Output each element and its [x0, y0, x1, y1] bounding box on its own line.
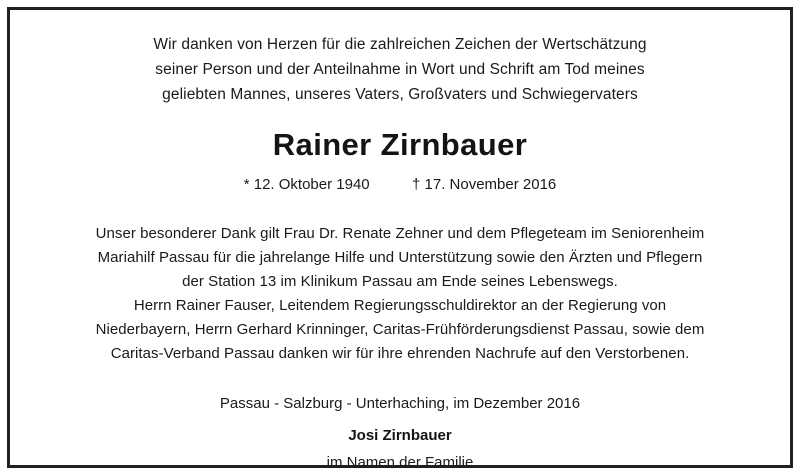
body-line: Caritas-Verband Passau danken wir für ihre ehrenden Nachrufe auf den Verstorbenen.: [110, 345, 690, 362]
intro-line: Wir danken von Herzen für die zahlreichen Zeichen der Wertschätzung: [153, 36, 647, 53]
thanks-paragraph: [50, 222, 750, 366]
intro-paragraph: [50, 32, 750, 107]
signer-name: Josi Zirnbauer: [348, 427, 452, 444]
birth-date: * 12. Oktober 1940: [243, 176, 370, 193]
life-dates: [50, 174, 750, 196]
death-date: † 17. November 2016: [412, 176, 557, 193]
body-line: Mariahilf Passau für die jahrelange Hilfe und Unterstützung sowie den Ärzten und Pflegern: [97, 249, 703, 266]
body-line: Herrn Rainer Fauser, Leitendem Regierungsschuldirektor an der Regierung von: [133, 297, 667, 314]
intro-line: seiner Person und der Anteilnahme in Wort und Schrift am Tod meines: [155, 61, 645, 78]
intro-line: geliebten Mannes, unseres Vaters, Großvaters und Schwiegervaters: [162, 86, 638, 103]
deceased-name: Rainer Zirnbauer: [272, 127, 528, 162]
place-and-date: Passau - Salzburg - Unterhaching, im Dezember 2016: [219, 395, 581, 412]
signer-subtitle: im Namen der Familie: [326, 454, 474, 471]
obituary-card: [7, 7, 793, 471]
body-line: der Station 13 im Klinikum Passau am Ende seines Lebenswegs.: [182, 273, 618, 290]
body-line: Unser besonderer Dank gilt Frau Dr. Renate Zehner und dem Pflegeteam im Seniorenheim: [95, 225, 705, 242]
body-line: Niederbayern, Herrn Gerhard Krinninger, Caritas-Frühförderungsdienst Passau, sowie dem: [95, 321, 705, 338]
